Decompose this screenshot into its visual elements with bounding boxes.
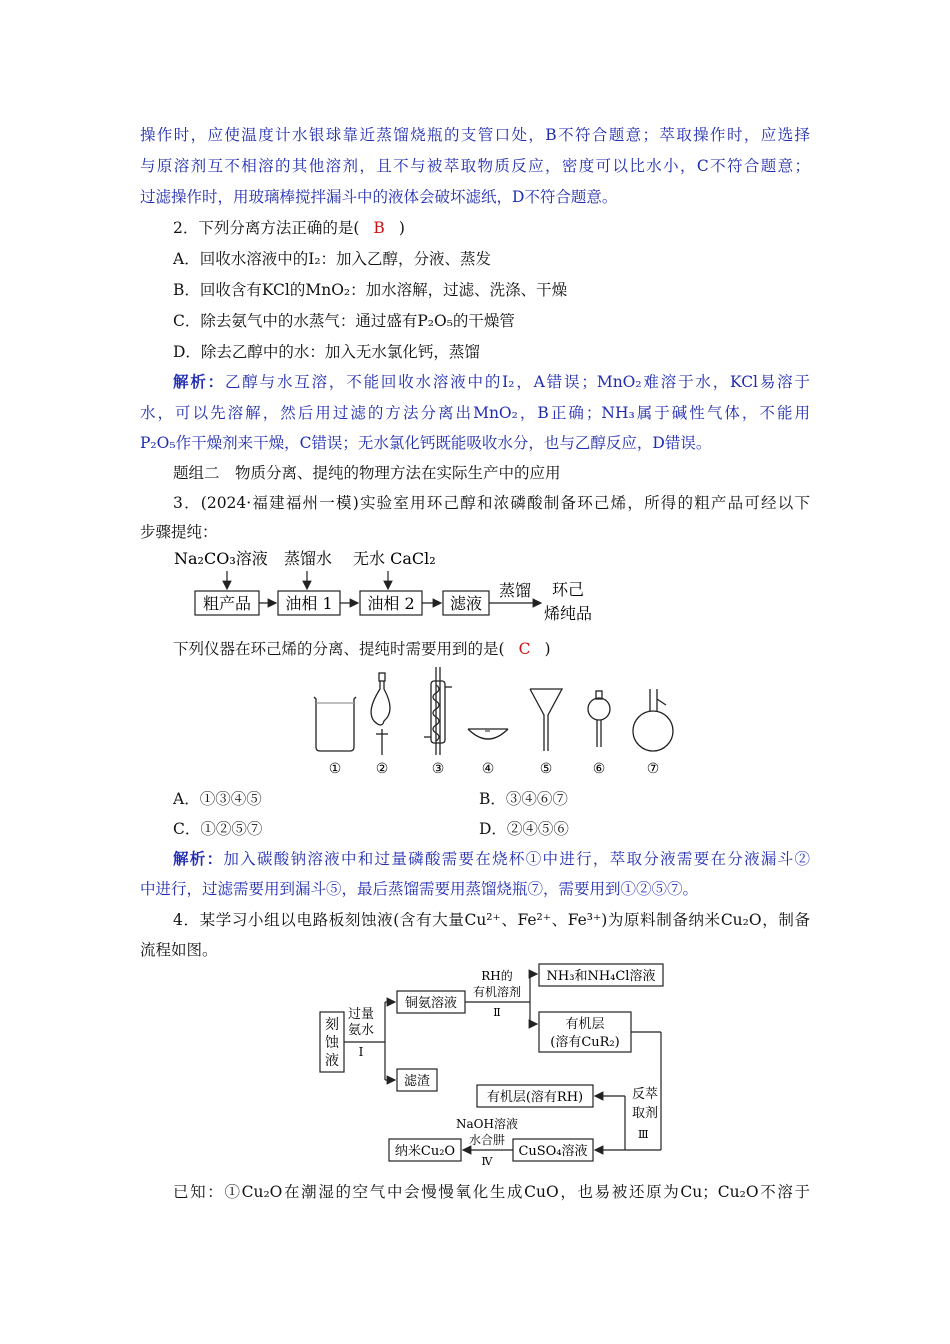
apparatus-label-5: ⑤ [539,761,553,777]
reagent-na2co3: Na₂CO₃溶液 [174,549,268,568]
q3-option-c: C．①②⑤⑦ [173,820,263,838]
beaker-icon [314,697,356,751]
q3-analysis-line-2: 中进行，过滤需要用到漏斗⑤，最后蒸馏需要用蒸馏烧瓶⑦，需要用到①②⑤⑦。 [140,880,699,898]
q3-option-b: B．③④⑥⑦ [479,790,568,808]
apparatus-label-3: ③ [431,761,445,777]
evaporating-dish-icon [468,729,508,739]
svg-text:液: 液 [325,1053,339,1069]
q2-analysis-line-2: 水，可以先溶解，然后用过滤的方法分离出MnO₂，B正确；NH₃属于碱性气体，不能用 [140,404,810,422]
svg-text:滤渣: 滤渣 [403,1074,431,1089]
step3-number: Ⅲ [638,1128,649,1141]
q4-stem-line-1: 4．某学习小组以电路板刻蚀液(含有大量Cu²⁺、Fe²⁺、Fe³⁺)为原料制备纳米Cu₂O，制备 [173,911,810,929]
preparation-flowchart [315,962,675,1174]
funnel-icon [530,689,562,751]
step2-label-1: RH的 [481,969,513,983]
svg-text:铜氨溶液: 铜氨溶液 [404,996,458,1011]
svg-text:油相 2: 油相 2 [367,594,415,613]
q2-option-a: A．回收水溶液中的I₂：加入乙醇，分液、蒸发 [173,250,492,268]
svg-text:粗产品: 粗产品 [202,594,252,613]
product-line-2: 烯纯品 [544,604,593,623]
svg-text:蚀: 蚀 [325,1035,339,1051]
q4-stem-line-2: 流程如图。 [140,941,218,959]
svg-text:滤液: 滤液 [449,594,483,613]
q3-answer: C [518,640,531,658]
product-line-1: 环己 [552,580,585,599]
distillation-flask-icon [633,689,673,751]
svg-text:有机层(溶有RH): 有机层(溶有RH) [486,1090,584,1105]
step4-number: Ⅳ [481,1155,493,1168]
svg-text:有机层: 有机层 [565,1017,605,1032]
q2-analysis-line-1: 解析：乙醇与水互溶，不能回收水溶液中的I₂，A错误；MnO₂难溶于水，KCl易溶于 [173,372,810,391]
step1-number: Ⅰ [358,1045,364,1059]
q2-option-b: B．回收含有KCl的MnO₂：加水溶解，过滤、洗涤、干燥 [173,281,568,299]
q2-option-d: D．除去乙醇中的水：加入无水氯化钙，蒸馏 [173,343,480,361]
q3-option-a: A．①③④⑤ [173,790,262,808]
q3-analysis-line-1: 解析：加入碳酸钠溶液中和过量磷酸需要在烧杯①中进行，萃取分液需要在分液漏斗② [173,849,810,868]
svg-text:(溶有CuR₂): (溶有CuR₂) [550,1035,620,1050]
step1-label-1: 过量 [347,1007,375,1022]
step3-text-1: 反萃 [632,1087,659,1102]
group-2-heading: 题组二 物质分离、提纯的物理方法在实际生产中的应用 [173,464,561,482]
step4-label-1: NaOH溶液 [456,1117,518,1131]
separatory-funnel-icon [371,673,390,755]
q3-analysis-label: 解析： [173,849,224,868]
step2-label-2: 有机溶剂 [472,985,522,999]
svg-text:油相 1: 油相 1 [285,594,333,613]
q2-analysis-label: 解析： [173,372,225,391]
q3-question: 下列仪器在环己烯的分离、提纯时需要用到的是( C ) [173,640,551,658]
step-distill: 蒸馏 [498,581,532,600]
explanation-line-2: 与原溶剂互不相溶的其他溶剂，且不与被萃取物质反应，密度可以比水小，C不符合题意； [140,157,810,175]
explanation-line-1: 操作时，应使温度计水银球靠近蒸馏烧瓶的支管口处，B不符合题意；萃取操作时，应选择 [140,126,810,144]
apparatus-label-6: ⑥ [592,761,606,777]
drying-tube-icon [588,691,610,747]
reagent-cacl2: 无水 CaCl₂ [353,549,436,568]
condenser-icon [424,667,452,755]
svg-text:CuSO₄溶液: CuSO₄溶液 [518,1144,588,1159]
q2-stem: 2．下列分离方法正确的是( B ) [173,219,405,237]
q3-option-d: D．②④⑤⑥ [479,820,569,838]
apparatus-label-1: ① [328,761,342,777]
step1-label-2: 氨水 [347,1023,375,1038]
explanation-line-3: 过滤操作时，用玻璃棒搅拌漏斗中的液体会破坏滤纸，D不符合题意。 [140,188,618,206]
q2-answer: B [373,219,385,237]
apparatus-illustration [300,663,690,783]
svg-text:刻: 刻 [325,1017,339,1033]
q2-option-c: C．除去氨气中的水蒸气：通过盛有P₂O₅的干燥管 [173,312,515,330]
purification-flowchart [170,543,630,633]
q3-stem-line-1: 3．(2024·福建福州一模)实验室用环己醇和浓磷酸制备环己烯，所得的粗产品可经以下 [173,494,810,512]
step4-label-2: 水合肼 [468,1133,506,1147]
apparatus-label-7: ⑦ [646,761,660,777]
q3-stem-line-2: 步骤提纯： [140,523,218,541]
svg-text:纳米Cu₂O: 纳米Cu₂O [394,1144,456,1159]
apparatus-label-2: ② [375,761,389,777]
step3-text-2: 取剂 [632,1106,659,1121]
q4-known-line-1: 已知：①Cu₂O在潮湿的空气中会慢慢氧化生成CuO，也易被还原为Cu；Cu₂O不溶于 [173,1183,810,1201]
reagent-water: 蒸馏水 [284,549,333,568]
q2-analysis-line-3: P₂O₅作干燥剂来干燥，C错误；无水氯化钙既能吸收水分，也与乙醇反应，D错误。 [140,434,712,452]
svg-text:NH₃和NH₄Cl溶液: NH₃和NH₄Cl溶液 [546,969,656,984]
step2-number: Ⅱ [493,1006,501,1019]
apparatus-label-4: ④ [481,761,495,777]
